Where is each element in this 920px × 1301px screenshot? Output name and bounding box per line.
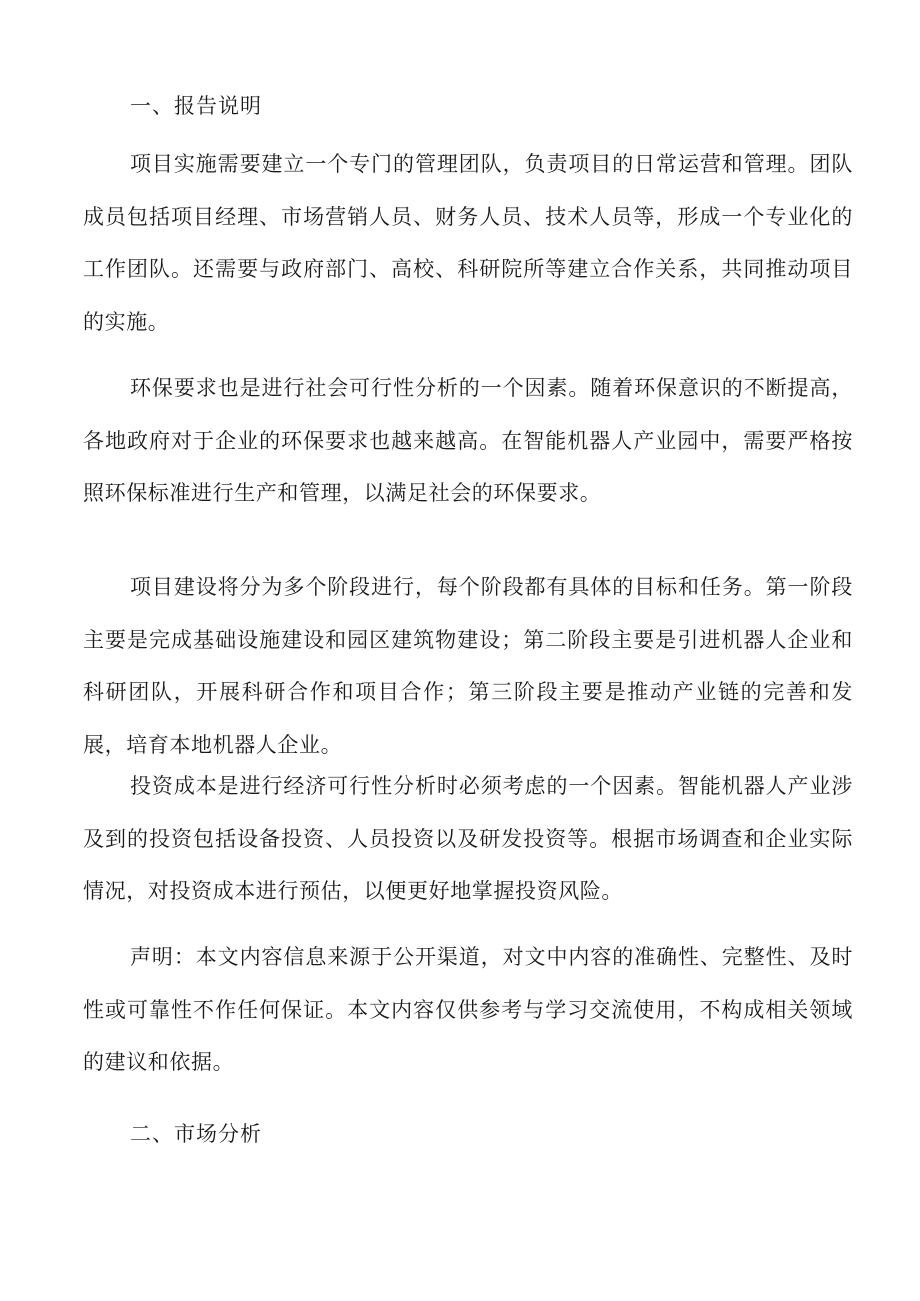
section-heading-report-description: 一、报告说明 — [130, 94, 262, 118]
paragraph-environmental-requirements: 环保要求也是进行社会可行性分析的一个因素。随着环保意识的不断提高，各地政府对于企业的环保要求也越来越高。在智能机器人产业园中，需要严格按照环保标准进行生产和管理，以满足社会的环保要求。 — [83, 376, 853, 505]
paragraph-construction-phases: 项目建设将分为多个阶段进行，每个阶段都有具体的目标和任务。第一阶段主要是完成基础设施建设和园区建筑物建设；第二阶段主要是引进机器人企业和科研团队，开展科研合作和项目合作；第三阶段主要是推动产业链的完善和发展，培育本地机器人企业。 — [83, 575, 853, 757]
section-heading-market-analysis: 二、市场分析 — [130, 1122, 262, 1146]
paragraph-management-team: 项目实施需要建立一个专门的管理团队，负责项目的日常运营和管理。团队成员包括项目经理、市场营销人员、财务人员、技术人员等，形成一个专业化的工作团队。还需要与政府部门、高校、科研院所等建立合作关系，共同推动项目的实施。 — [83, 152, 853, 334]
paragraph-investment-cost: 投资成本是进行经济可行性分析时必须考虑的一个因素。智能机器人产业涉及到的投资包括设备投资、人员投资以及研发投资等。根据市场调查和企业实际情况，对投资成本进行预估，以便更好地掌握投资风险。 — [83, 774, 853, 903]
paragraph-disclaimer: 声明：本文内容信息来源于公开渠道，对文中内容的准确性、完整性、及时性或可靠性不作任何保证。本文内容仅供参考与学习交流使用，不构成相关领域的建议和依据。 — [83, 945, 853, 1074]
